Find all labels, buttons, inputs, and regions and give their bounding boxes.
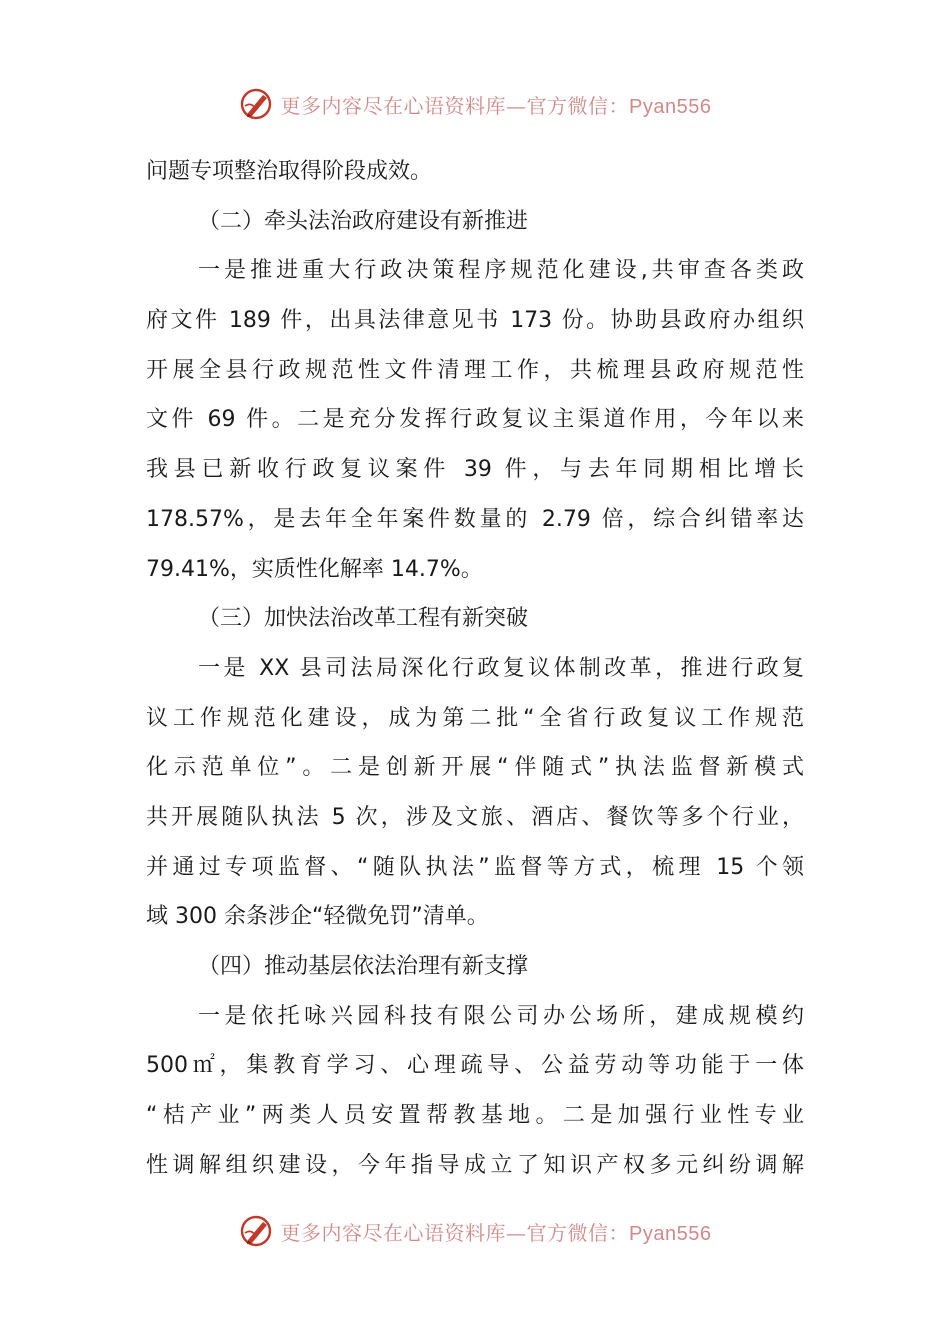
paragraph-line: 开展全县行政规范性文件清理工作，共梳理县政府规范性 <box>146 357 804 383</box>
paragraph-line: 文件 69 件。二是充分发挥行政复议主渠道作用，今年以来 <box>146 407 804 433</box>
paragraph-line: 域 300 余条涉企“轻微免罚”清单。 <box>146 904 489 930</box>
paragraph-line: 问题专项整治取得阶段成效。 <box>146 159 433 184</box>
section-heading: （三）加快法治改革工程有新突破 <box>198 606 529 632</box>
header-watermark <box>0 84 950 124</box>
paragraph-line: 一是依托咏兴园科技有限公司办公场所，建成规模约 <box>198 1003 804 1029</box>
footer-watermark <box>0 1211 950 1251</box>
paragraph-line: 府文件 189 件，出具法律意见书 173 份。协助县政府办组织 <box>146 308 804 334</box>
watermark-text: 更多内容尽在心语资料库—官方微信：Pyan556 <box>280 93 712 118</box>
paragraph-line: 79.41%，实质性化解率 14.7%。 <box>146 556 483 582</box>
paragraph-line: 500㎡，集教育学习、心理疏导、公益劳动等功能于一体 <box>146 1053 804 1079</box>
pen-logo-icon <box>239 1213 275 1249</box>
paragraph-line: 我县已新收行政复议案件 39 件，与去年同期相比增长 <box>146 457 804 483</box>
paragraph-line: “桔产业”两类人员安置帮教基地。二是加强行业性专业 <box>146 1103 804 1129</box>
section-heading: （四）推动基层依法治理有新支撑 <box>198 954 529 979</box>
paragraph-line: 并通过专项监督、“随队执法”监督等方式，梳理 15 个领 <box>146 854 804 880</box>
paragraph-line: 性调解组织建设，今年指导成立了知识产权多元纠纷调解 <box>146 1152 804 1178</box>
paragraph-line: 一是 XX 县司法局深化行政复议体制改革，推进行政复 <box>198 655 804 681</box>
paragraph-line: 一是推进重大行政决策程序规范化建设,共审查各类政 <box>198 258 804 284</box>
paragraph-line: 共开展随队执法 5 次，涉及文旅、酒店、餐饮等多个行业， <box>146 804 804 830</box>
document-body <box>146 147 804 1190</box>
pen-logo-icon <box>239 86 275 122</box>
section-heading: （二）牵头法治政府建设有新推进 <box>198 208 529 234</box>
paragraph-line: 化示范单位”。二是创新开展“伴随式”执法监督新模式 <box>146 755 804 781</box>
paragraph-line: 议工作规范化建设，成为第二批“全省行政复议工作规范 <box>146 705 804 731</box>
watermark-text: 更多内容尽在心语资料库—官方微信：Pyan556 <box>280 1220 712 1245</box>
paragraph-line: 178.57%，是去年全年案件数量的 2.79 倍，综合纠错率达 <box>146 506 804 532</box>
